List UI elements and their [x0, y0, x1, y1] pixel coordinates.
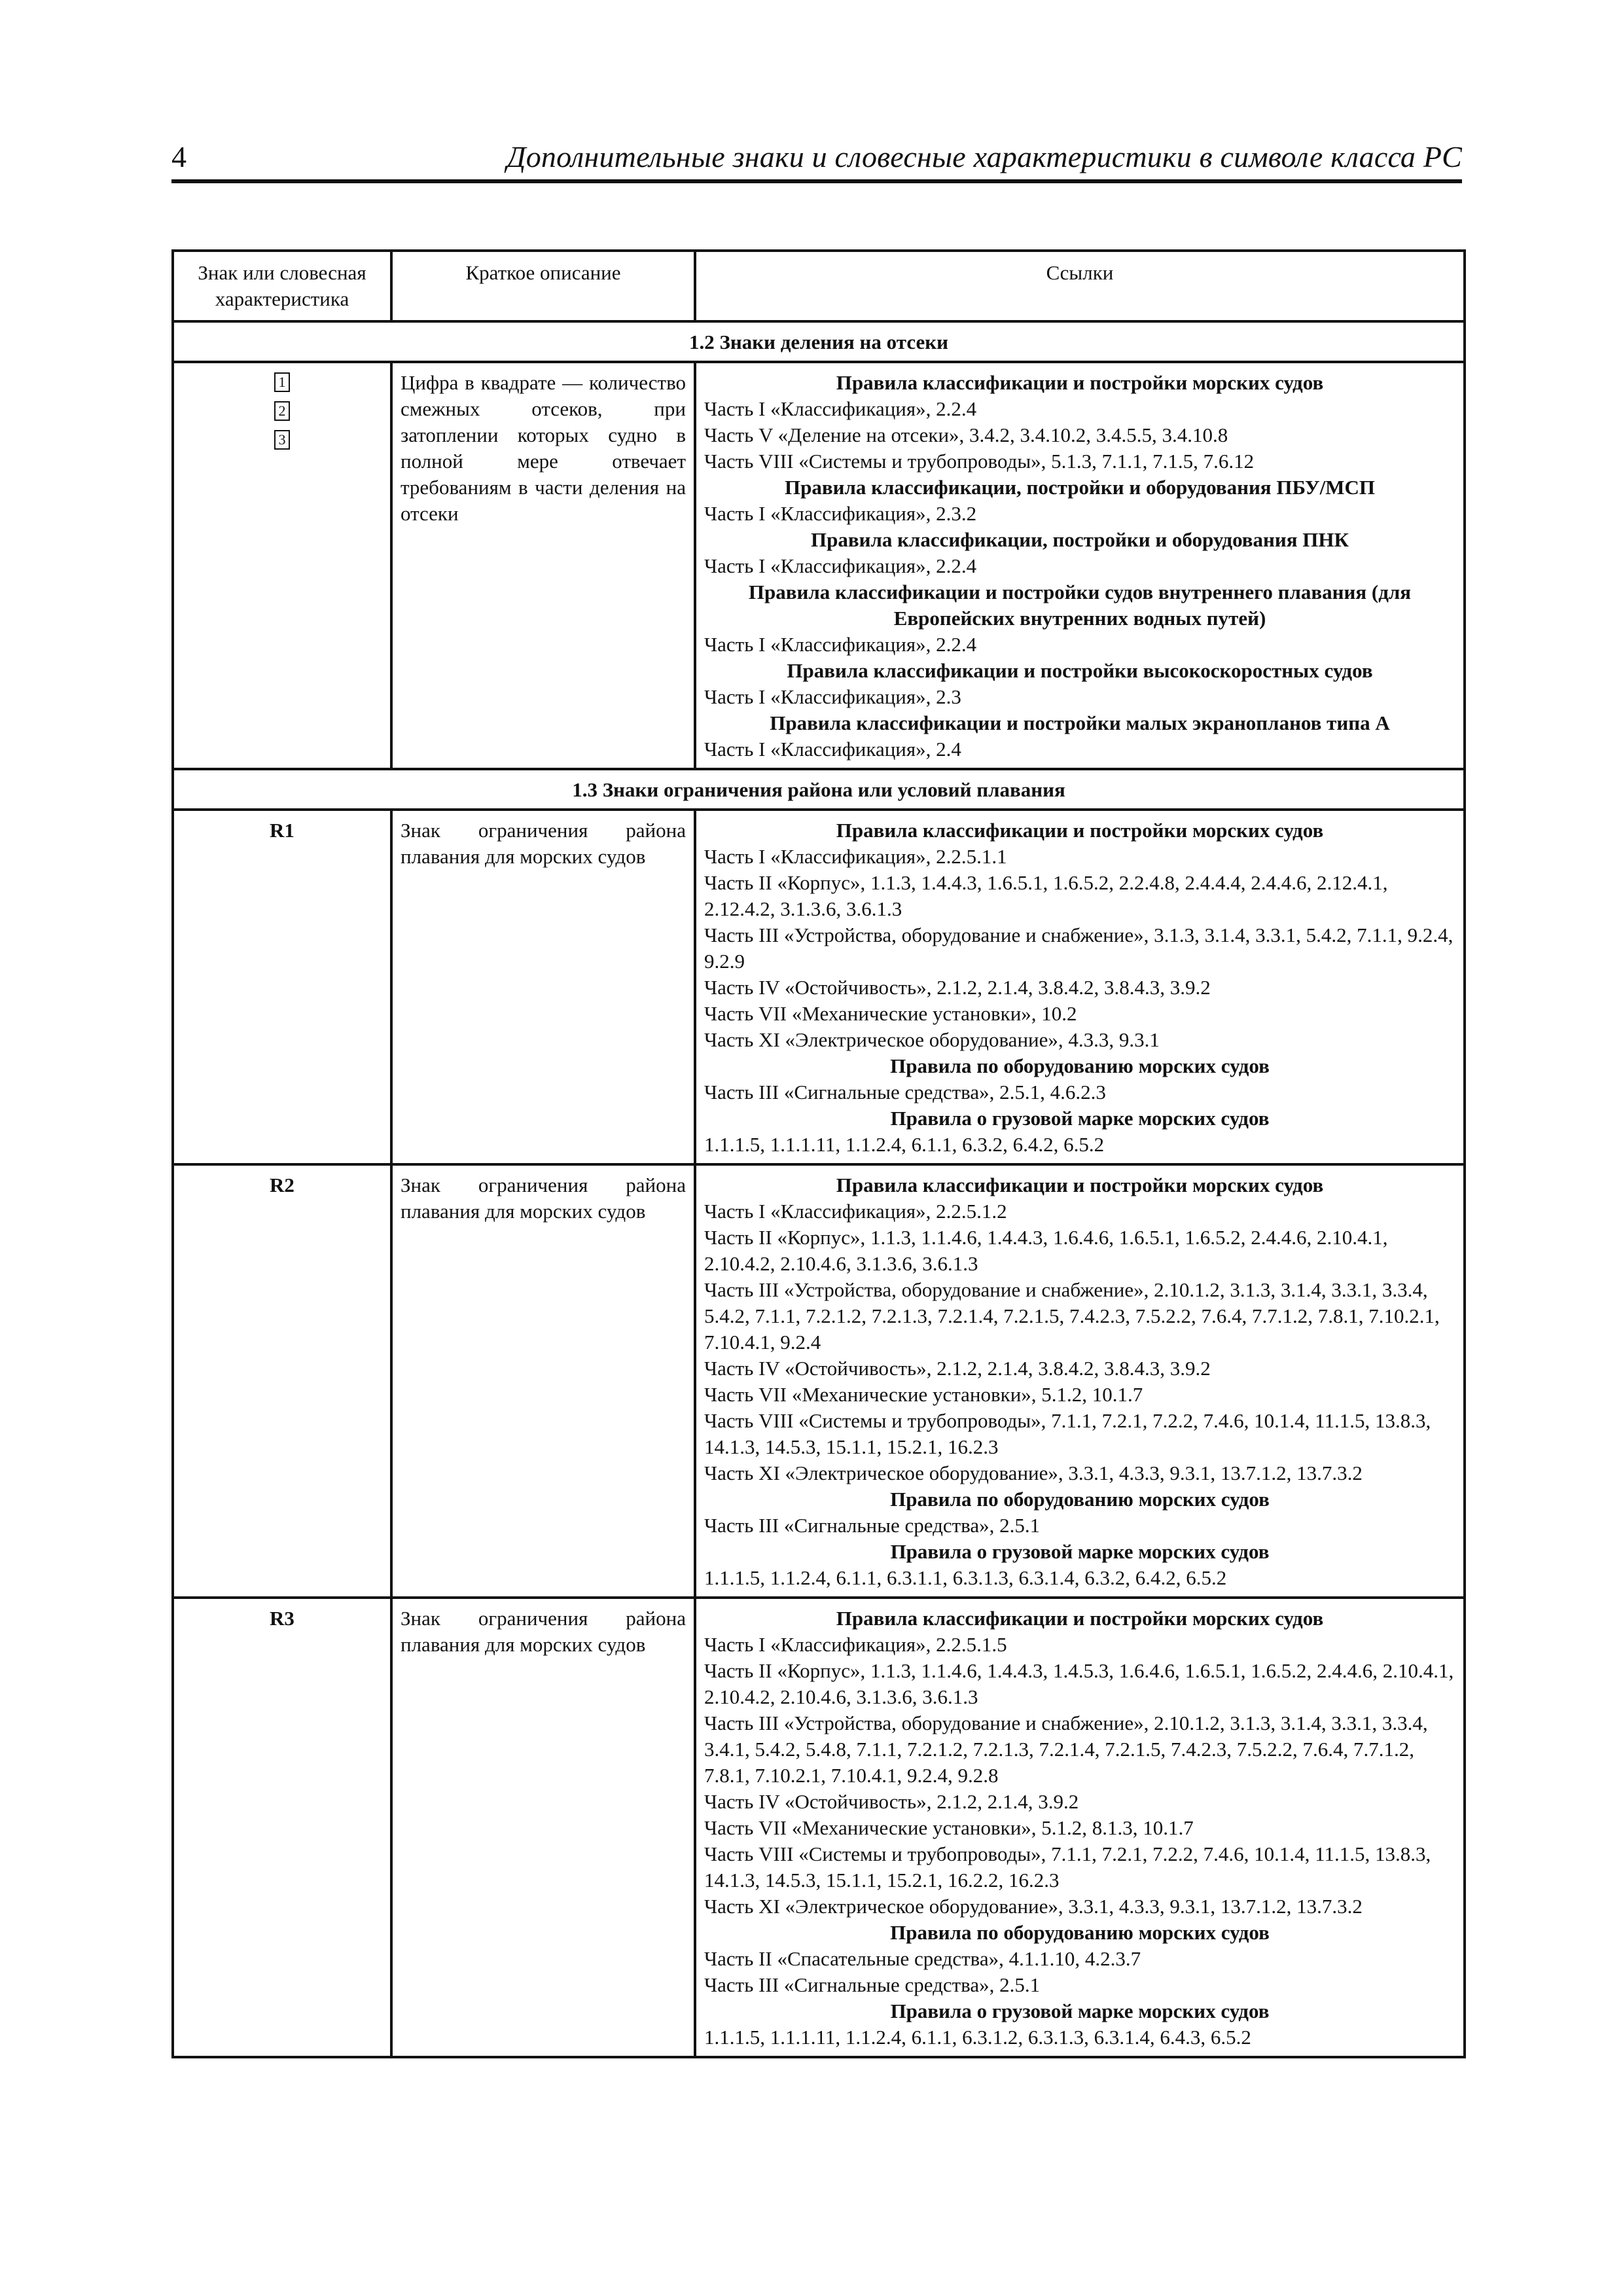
reference-line: Часть I «Классификация», 2.4 — [704, 738, 961, 761]
description-cell: Цифра в квадрате — количество смежных отсеков, при затоплении которых судно в полной мере отвечает требованиям в части деления на отсеки — [391, 362, 695, 769]
reference-line: Часть VII «Механические установки», 5.1.2, 10.1.7 — [704, 1383, 1143, 1406]
boxed-digit-sign: 1 — [274, 372, 290, 392]
rules-heading: Правила классификации и постройки малых экранопланов типа А — [770, 711, 1390, 734]
description-cell: Знак ограничения района плавания для морских судов — [391, 810, 695, 1164]
sign-cell — [173, 362, 391, 769]
reference-line: Часть II «Корпус», 1.1.3, 1.1.4.6, 1.4.4.3, 1.6.4.6, 1.6.5.1, 1.6.5.2, 2.4.4.6, 2.10.4.1, 2.10.4.2, 2.10.4.6, 3.1.3.6, 3.6.1.3 — [704, 1226, 1388, 1275]
sign-cell — [173, 810, 391, 1164]
reference-line: Часть VIII «Системы и трубопроводы», 7.1.1, 7.2.1, 7.2.2, 7.4.6, 10.1.4, 11.1.5, 13.8.3, 14.1.3, 14.5.3, 15.1.1, 15.2.1, 16.2.3 — [704, 1409, 1431, 1458]
references-cell — [695, 810, 1465, 1164]
table-row — [173, 1164, 1465, 1598]
column-header-description: Краткое описание — [391, 251, 695, 321]
rules-heading: Правила классификации, постройки и оборудования ПНК — [811, 528, 1349, 551]
description-cell: Знак ограничения района плавания для морских судов — [391, 1598, 695, 2057]
reference-line: Часть IV «Остойчивость», 2.1.2, 2.1.4, 3.8.4.2, 3.8.4.3, 3.9.2 — [704, 1357, 1211, 1380]
boxed-digit-signs — [182, 370, 382, 459]
sign-cell — [173, 1164, 391, 1598]
section-title: 1.2 Знаки деления на отсеки — [173, 321, 1465, 362]
reference-line: Часть III «Сигнальные средства», 2.5.1 — [704, 1514, 1041, 1537]
reference-line: 1.1.1.5, 1.1.1.11, 1.1.2.4, 6.1.1, 6.3.2, 6.4.2, 6.5.2 — [704, 1133, 1105, 1156]
reference-line: Часть II «Корпус», 1.1.3, 1.4.4.3, 1.6.5.1, 1.6.5.2, 2.2.4.8, 2.4.4.4, 2.4.4.6, 2.12.4.1, 2.12.4.2, 3.1.3.6, 3.6.1.3 — [704, 871, 1388, 920]
table-row — [173, 362, 1465, 769]
rules-heading: Правила классификации и постройки высокоскоростных судов — [787, 659, 1373, 682]
reference-line: 1.1.1.5, 1.1.1.11, 1.1.2.4, 6.1.1, 6.3.1.2, 6.3.1.3, 6.3.1.4, 6.4.3, 6.5.2 — [704, 2026, 1251, 2049]
reference-line: Часть II «Корпус», 1.1.3, 1.1.4.6, 1.4.4.3, 1.4.5.3, 1.6.4.6, 1.6.5.1, 1.6.5.2, 2.4.4.6, 2.10.4.1, 2.10.4.2, 2.10.4.6, 3.1.3.6, 3.6.1.3 — [704, 1659, 1454, 1708]
page-header — [171, 140, 1462, 183]
reference-line: Часть III «Устройства, оборудование и снабжение», 2.10.1.2, 3.1.3, 3.1.4, 3.3.1, 3.3.4, 3.4.1, 5.4.2, 5.4.8, 7.1.1, 7.2.1.2, 7.2.1.3, 7.2.1.4, 7.2.1.5, 7.4.2.3, 7.5.2.2, 7.6.4, 7.7.1.2, 7.8.1, 7.10.2.1, 7.10.4.1, 9.2.4, 9.2.8 — [704, 1712, 1428, 1787]
table-body — [173, 321, 1465, 2057]
running-title: Дополнительные знаки и словесные характеристики в символе класса РС — [507, 140, 1462, 173]
reference-line: Часть I «Классификация», 2.2.5.1.2 — [704, 1200, 1007, 1223]
sign-cell — [173, 1598, 391, 2057]
rules-heading: Правила по оборудованию морских судов — [890, 1054, 1270, 1077]
reference-line: Часть IV «Остойчивость», 2.1.2, 2.1.4, 3.8.4.2, 3.8.4.3, 3.9.2 — [704, 976, 1211, 999]
description-cell: Знак ограничения района плавания для морских судов — [391, 1164, 695, 1598]
references-cell — [695, 1164, 1465, 1598]
section-title: 1.3 Знаки ограничения района или условий плавания — [173, 769, 1465, 810]
reference-line: Часть I «Классификация», 2.2.4 — [704, 397, 977, 420]
rules-heading: Правила классификации и постройки морских судов — [836, 1174, 1324, 1196]
rules-heading: Правила по оборудованию морских судов — [890, 1921, 1270, 1944]
table-row — [173, 1598, 1465, 2057]
reference-line: Часть V «Деление на отсеки», 3.4.2, 3.4.10.2, 3.4.5.5, 3.4.10.8 — [704, 423, 1228, 446]
page-number: 4 — [171, 140, 187, 173]
rules-heading: Правила о грузовой марке морских судов — [890, 1540, 1270, 1563]
reference-line: Часть XI «Электрическое оборудование», 3.3.1, 4.3.3, 9.3.1, 13.7.1.2, 13.7.3.2 — [704, 1462, 1363, 1484]
references-cell — [695, 1598, 1465, 2057]
reference-line: Часть XI «Электрическое оборудование», 3.3.1, 4.3.3, 9.3.1, 13.7.1.2, 13.7.3.2 — [704, 1895, 1363, 1918]
classification-signs-table — [171, 249, 1466, 2058]
rules-heading: Правила о грузовой марке морских судов — [890, 2000, 1270, 2022]
section-row — [173, 321, 1465, 362]
rules-heading: Правила о грузовой марке морских судов — [890, 1107, 1270, 1130]
reference-line: Часть VII «Механические установки», 5.1.2, 8.1.3, 10.1.7 — [704, 1816, 1194, 1839]
rules-heading: Правила классификации и постройки судов внутреннего плавания (для Европейских внутренних водных путей) — [748, 581, 1412, 630]
reference-line: Часть II «Спасательные средства», 4.1.1.10, 4.2.3.7 — [704, 1947, 1141, 1970]
rules-heading: Правила по оборудованию морских судов — [890, 1488, 1270, 1511]
rules-heading: Правила классификации и постройки морских судов — [836, 1607, 1324, 1630]
reference-line: Часть XI «Электрическое оборудование», 4.3.3, 9.3.1 — [704, 1028, 1160, 1051]
reference-line: 1.1.1.5, 1.1.2.4, 6.1.1, 6.3.1.1, 6.3.1.3, 6.3.1.4, 6.3.2, 6.4.2, 6.5.2 — [704, 1566, 1227, 1589]
reference-line: Часть I «Классификация», 2.3 — [704, 685, 961, 708]
sign-code: R2 — [270, 1174, 294, 1196]
section-row — [173, 769, 1465, 810]
sign-code: R1 — [270, 819, 294, 842]
column-header-sign: Знак или словесная характеристика — [173, 251, 391, 321]
reference-line: Часть VIII «Системы и трубопроводы», 7.1.1, 7.2.1, 7.2.2, 7.4.6, 10.1.4, 11.1.5, 13.8.3, 14.1.3, 14.5.3, 15.1.1, 15.2.1, 16.2.2, 16.2.3 — [704, 1842, 1431, 1892]
table-row — [173, 810, 1465, 1164]
reference-line: Часть VIII «Системы и трубопроводы», 5.1.3, 7.1.1, 7.1.5, 7.6.12 — [704, 450, 1255, 473]
reference-line: Часть VII «Механические установки», 10.2 — [704, 1002, 1077, 1025]
boxed-digit-sign: 2 — [274, 401, 290, 421]
reference-line: Часть I «Классификация», 2.2.4 — [704, 633, 977, 656]
reference-line: Часть III «Устройства, оборудование и снабжение», 2.10.1.2, 3.1.3, 3.1.4, 3.3.1, 3.3.4, 5.4.2, 7.1.1, 7.2.1.2, 7.2.1.3, 7.2.1.4, 7.2.1.5, 7.4.2.3, 7.5.2.2, 7.6.4, 7.7.1.2, 7.8.1, 7.10.2.1, 7.10.4.1, 9.2.4 — [704, 1278, 1440, 1354]
reference-line: Часть I «Классификация», 2.2.4 — [704, 554, 977, 577]
reference-line: Часть III «Устройства, оборудование и снабжение», 3.1.3, 3.1.4, 3.3.1, 5.4.2, 7.1.1, 9.2.4, 9.2.9 — [704, 924, 1454, 973]
rules-heading: Правила классификации и постройки морских судов — [836, 371, 1324, 394]
reference-line: Часть I «Классификация», 2.2.5.1.5 — [704, 1633, 1007, 1656]
table-header-row — [173, 251, 1465, 321]
reference-line: Часть III «Сигнальные средства», 2.5.1 — [704, 1973, 1041, 1996]
rules-heading: Правила классификации, постройки и оборудования ПБУ/МСП — [785, 476, 1375, 499]
column-header-references: Ссылки — [695, 251, 1465, 321]
reference-line: Часть I «Классификация», 2.3.2 — [704, 502, 977, 525]
rules-heading: Правила классификации и постройки морских судов — [836, 819, 1324, 842]
boxed-digit-sign: 3 — [274, 430, 290, 450]
references-cell — [695, 362, 1465, 769]
sign-code: R3 — [270, 1607, 294, 1630]
reference-line: Часть I «Классификация», 2.2.5.1.1 — [704, 845, 1007, 868]
reference-line: Часть IV «Остойчивость», 2.1.2, 2.1.4, 3.9.2 — [704, 1790, 1079, 1813]
reference-line: Часть III «Сигнальные средства», 2.5.1, 4.6.2.3 — [704, 1081, 1106, 1103]
